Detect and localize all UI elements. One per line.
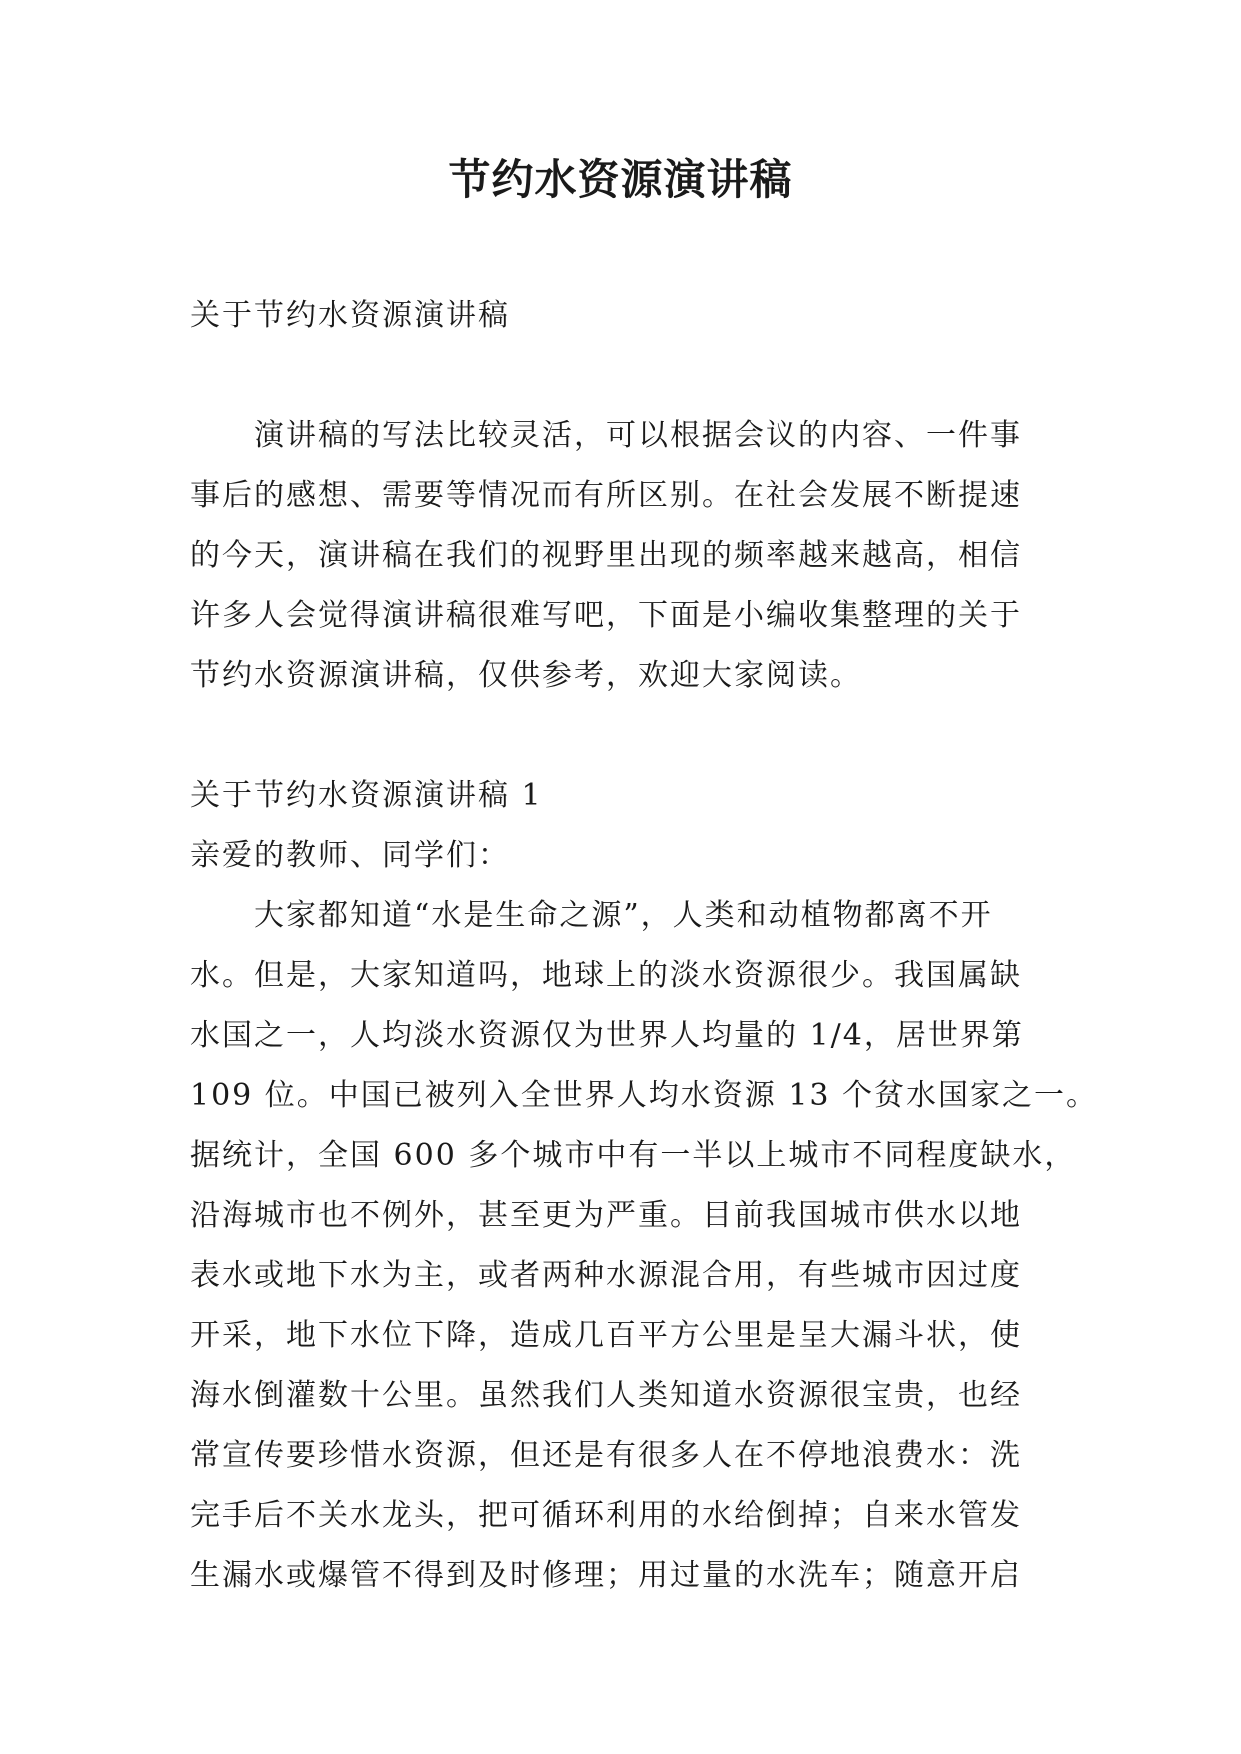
paragraph-line: 沿海城市也不例外，甚至更为严重。目前我国城市供水以地 xyxy=(190,1198,1022,1233)
paragraph-line: 演讲稿的写法比较灵活，可以根据会议的内容、一件事 xyxy=(254,418,1022,453)
paragraph-line: 109 位。中国已被列入全世界人均水资源 13 个贫水国家之一。 xyxy=(190,1078,1099,1113)
paragraph-line: 完手后不关水龙头，把可循环利用的水给倒掉；自来水管发 xyxy=(190,1498,1022,1533)
spacer xyxy=(190,346,1050,406)
salutation: 亲爱的教师、同学们： xyxy=(190,838,510,873)
document-title: 节约水资源演讲稿 xyxy=(448,155,793,204)
paragraph-line: 的今天，演讲稿在我们的视野里出现的频率越来越高，相信 xyxy=(190,538,1022,573)
paragraph-line: 常宣传要珍惜水资源，但还是有很多人在不停地浪费水：洗 xyxy=(190,1438,1022,1473)
spacer xyxy=(190,706,1050,766)
paragraph-line: 开采，地下水位下降，造成几百平方公里是呈大漏斗状，使 xyxy=(190,1318,1022,1353)
paragraph-line: 水。但是，大家知道吗，地球上的淡水资源很少。我国属缺 xyxy=(190,958,1022,993)
paragraph-line: 事后的感想、需要等情况而有所区别。在社会发展不断提速 xyxy=(190,478,1022,513)
document-body xyxy=(190,286,1099,1606)
intro-paragraph xyxy=(190,406,1050,706)
paragraph-line: 据统计，全国 600 多个城市中有一半以上城市不同程度缺水， xyxy=(190,1138,1077,1173)
section-heading: 关于节约水资源演讲稿 1 xyxy=(190,778,543,813)
body-paragraph xyxy=(190,886,1099,1606)
paragraph-line: 生漏水或爆管不得到及时修理；用过量的水洗车；随意开启 xyxy=(190,1558,1022,1593)
paragraph-line: 大家都知道“水是生命之源”，人类和动植物都离不开 xyxy=(254,898,993,933)
paragraph-line: 表水或地下水为主，或者两种水源混合用，有些城市因过度 xyxy=(190,1258,1022,1293)
paragraph-line: 海水倒灌数十公里。虽然我们人类知道水资源很宝贵，也经 xyxy=(190,1378,1022,1413)
paragraph-line: 许多人会觉得演讲稿很难写吧，下面是小编收集整理的关于 xyxy=(190,598,1022,633)
paragraph-line: 水国之一，人均淡水资源仅为世界人均量的 1/4，居世界第 xyxy=(190,1018,1024,1053)
paragraph-line: 节约水资源演讲稿，仅供参考，欢迎大家阅读。 xyxy=(190,658,862,693)
document-subtitle: 关于节约水资源演讲稿 xyxy=(190,298,510,333)
